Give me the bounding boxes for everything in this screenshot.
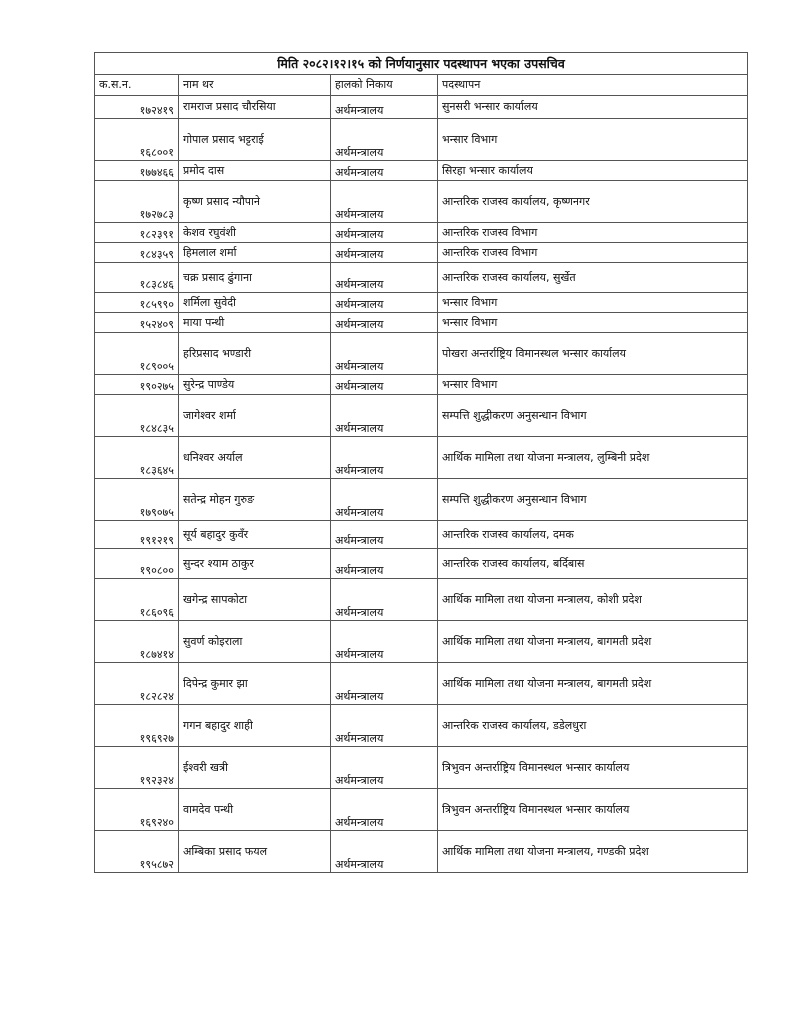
posting-cell: आर्थिक मामिला तथा योजना मन्त्रालय, गण्डकी प्रदेश [438, 831, 748, 873]
name-cell: कृष्ण प्रसाद न्यौपाने [179, 181, 331, 223]
table-row [95, 705, 748, 747]
name-cell: गगन बहादुर शाही [179, 705, 331, 747]
office-cell: अर्थमन्त्रालय [331, 313, 438, 333]
serial-cell: १८७४१४ [95, 621, 179, 663]
posting-cell: सिरहा भन्सार कार्यालय [438, 161, 748, 181]
table-row [95, 831, 748, 873]
table-row [95, 621, 748, 663]
office-cell: अर्थमन्त्रालय [331, 375, 438, 395]
serial-cell: १९५८७२ [95, 831, 179, 873]
name-cell: गोपाल प्रसाद भट्टराई [179, 119, 331, 161]
serial-cell: १८४८३५ [95, 395, 179, 437]
table-row [95, 479, 748, 521]
posting-cell: आन्तरिक राजस्व कार्यालय, कृष्णनगर [438, 181, 748, 223]
posting-cell: भन्सार विभाग [438, 375, 748, 395]
transfer-table [94, 52, 748, 873]
table-row [95, 747, 748, 789]
name-cell: अम्बिका प्रसाद फयल [179, 831, 331, 873]
name-cell: माया पन्थी [179, 313, 331, 333]
table-row [95, 663, 748, 705]
name-cell: सुन्दर श्याम ठाकुर [179, 549, 331, 579]
table-row [95, 789, 748, 831]
name-cell: चक्र प्रसाद ढुंगाना [179, 263, 331, 293]
serial-cell: १६८००१ [95, 119, 179, 161]
table-row [95, 243, 748, 263]
table-row [95, 521, 748, 549]
name-cell: दिपेन्द्र कुमार झा [179, 663, 331, 705]
name-cell: हिमलाल शर्मा [179, 243, 331, 263]
office-cell: अर्थमन्त्रालय [331, 161, 438, 181]
serial-cell: १८४३५९ [95, 243, 179, 263]
name-cell: शर्मिला सुवेदी [179, 293, 331, 313]
serial-cell: १९०८०० [95, 549, 179, 579]
table-row [95, 119, 748, 161]
table-body [95, 75, 748, 873]
serial-cell: १६९२४० [95, 789, 179, 831]
office-cell: अर्थमन्त्रालय [331, 549, 438, 579]
office-cell: अर्थमन्त्रालय [331, 747, 438, 789]
table-row [95, 263, 748, 293]
serial-cell: १९६९२७ [95, 705, 179, 747]
posting-cell: आर्थिक मामिला तथा योजना मन्त्रालय, कोशी प्रदेश [438, 579, 748, 621]
posting-cell: आन्तरिक राजस्व विभाग [438, 243, 748, 263]
serial-cell: १८५९९० [95, 293, 179, 313]
posting-cell: आन्तरिक राजस्व कार्यालय, दमक [438, 521, 748, 549]
serial-cell: १९१२१९ [95, 521, 179, 549]
header-row [95, 75, 748, 96]
posting-cell: पोखरा अन्तर्राष्ट्रिय विमानस्थल भन्सार कार्यालय [438, 333, 748, 375]
name-cell: सुवर्ण कोइराला [179, 621, 331, 663]
office-cell: अर्थमन्त्रालय [331, 479, 438, 521]
posting-cell: आन्तरिक राजस्व कार्यालय, डडेलधुरा [438, 705, 748, 747]
table-row [95, 395, 748, 437]
table-row [95, 437, 748, 479]
serial-cell: १७९०७५ [95, 479, 179, 521]
name-cell: धनिश्वर अर्याल [179, 437, 331, 479]
name-cell: सुरेन्द्र पाण्डेय [179, 375, 331, 395]
office-cell: अर्थमन्त्रालय [331, 663, 438, 705]
name-cell: सतेन्द्र मोहन गुरुङ [179, 479, 331, 521]
name-cell: खगेन्द्र सापकोटा [179, 579, 331, 621]
table-row [95, 96, 748, 119]
posting-cell: आन्तरिक राजस्व कार्यालय, बर्दिबास [438, 549, 748, 579]
name-cell: सूर्य बहादुर कुवँर [179, 521, 331, 549]
name-cell: जागेश्वर शर्मा [179, 395, 331, 437]
table-row [95, 313, 748, 333]
table-row [95, 293, 748, 313]
table-row [95, 161, 748, 181]
posting-cell: आर्थिक मामिला तथा योजना मन्त्रालय, लुम्बिनी प्रदेश [438, 437, 748, 479]
table-row [95, 579, 748, 621]
serial-cell: १८३६४५ [95, 437, 179, 479]
office-cell: अर्थमन्त्रालय [331, 263, 438, 293]
header-current-office: हालको निकाय [331, 75, 438, 96]
serial-cell: १८३८४६ [95, 263, 179, 293]
posting-cell: त्रिभुवन अन्तर्राष्ट्रिय विमानस्थल भन्सार कार्यालय [438, 747, 748, 789]
header-name: नाम थर [179, 75, 331, 96]
posting-cell: सम्पत्ति शुद्धीकरण अनुसन्धान विभाग [438, 395, 748, 437]
posting-cell: भन्सार विभाग [438, 313, 748, 333]
posting-cell: आन्तरिक राजस्व विभाग [438, 223, 748, 243]
table-row [95, 223, 748, 243]
posting-cell: आन्तरिक राजस्व कार्यालय, सुर्खेत [438, 263, 748, 293]
office-cell: अर्थमन्त्रालय [331, 437, 438, 479]
serial-cell: १९२३२४ [95, 747, 179, 789]
office-cell: अर्थमन्त्रालय [331, 831, 438, 873]
posting-cell: भन्सार विभाग [438, 293, 748, 313]
office-cell: अर्थमन्त्रालय [331, 333, 438, 375]
office-cell: अर्थमन्त्रालय [331, 96, 438, 119]
table-row [95, 181, 748, 223]
name-cell: केशव रघुवंशी [179, 223, 331, 243]
posting-cell: आर्थिक मामिला तथा योजना मन्त्रालय, बागमती प्रदेश [438, 663, 748, 705]
office-cell: अर्थमन्त्रालय [331, 293, 438, 313]
name-cell: रामराज प्रसाद चौरसिया [179, 96, 331, 119]
serial-cell: १७२७८३ [95, 181, 179, 223]
name-cell: वामदेव पन्थी [179, 789, 331, 831]
office-cell: अर्थमन्त्रालय [331, 789, 438, 831]
table-row [95, 333, 748, 375]
header-serial: क.स.न. [95, 75, 179, 96]
office-cell: अर्थमन्त्रालय [331, 119, 438, 161]
posting-cell: भन्सार विभाग [438, 119, 748, 161]
serial-cell: १८२८२४ [95, 663, 179, 705]
header-posting: पदस्थापन [438, 75, 748, 96]
document-title: मिति २०८२।१२।१५ को निर्णयानुसार पदस्थापन भएका उपसचिव [95, 53, 748, 75]
serial-cell: १८६०९६ [95, 579, 179, 621]
posting-cell: आर्थिक मामिला तथा योजना मन्त्रालय, बागमती प्रदेश [438, 621, 748, 663]
office-cell: अर्थमन्त्रालय [331, 395, 438, 437]
table-row [95, 549, 748, 579]
office-cell: अर्थमन्त्रालय [331, 705, 438, 747]
name-cell: ईश्वरी खत्री [179, 747, 331, 789]
posting-cell: त्रिभुवन अन्तर्राष्ट्रिय विमानस्थल भन्सार कार्यालय [438, 789, 748, 831]
name-cell: हरिप्रसाद भण्डारी [179, 333, 331, 375]
office-cell: अर्थमन्त्रालय [331, 579, 438, 621]
table-row [95, 375, 748, 395]
office-cell: अर्थमन्त्रालय [331, 181, 438, 223]
office-cell: अर्थमन्त्रालय [331, 243, 438, 263]
serial-cell: १८९००५ [95, 333, 179, 375]
serial-cell: १७७४६६ [95, 161, 179, 181]
office-cell: अर्थमन्त्रालय [331, 521, 438, 549]
name-cell: प्रमोद दास [179, 161, 331, 181]
serial-cell: १८२३९१ [95, 223, 179, 243]
posting-cell: सुनसरी भन्सार कार्यालय [438, 96, 748, 119]
office-cell: अर्थमन्त्रालय [331, 621, 438, 663]
office-cell: अर्थमन्त्रालय [331, 223, 438, 243]
posting-cell: सम्पत्ति शुद्धीकरण अनुसन्धान विभाग [438, 479, 748, 521]
serial-cell: १७२४१९ [95, 96, 179, 119]
serial-cell: १५२४०९ [95, 313, 179, 333]
serial-cell: १९०२७५ [95, 375, 179, 395]
